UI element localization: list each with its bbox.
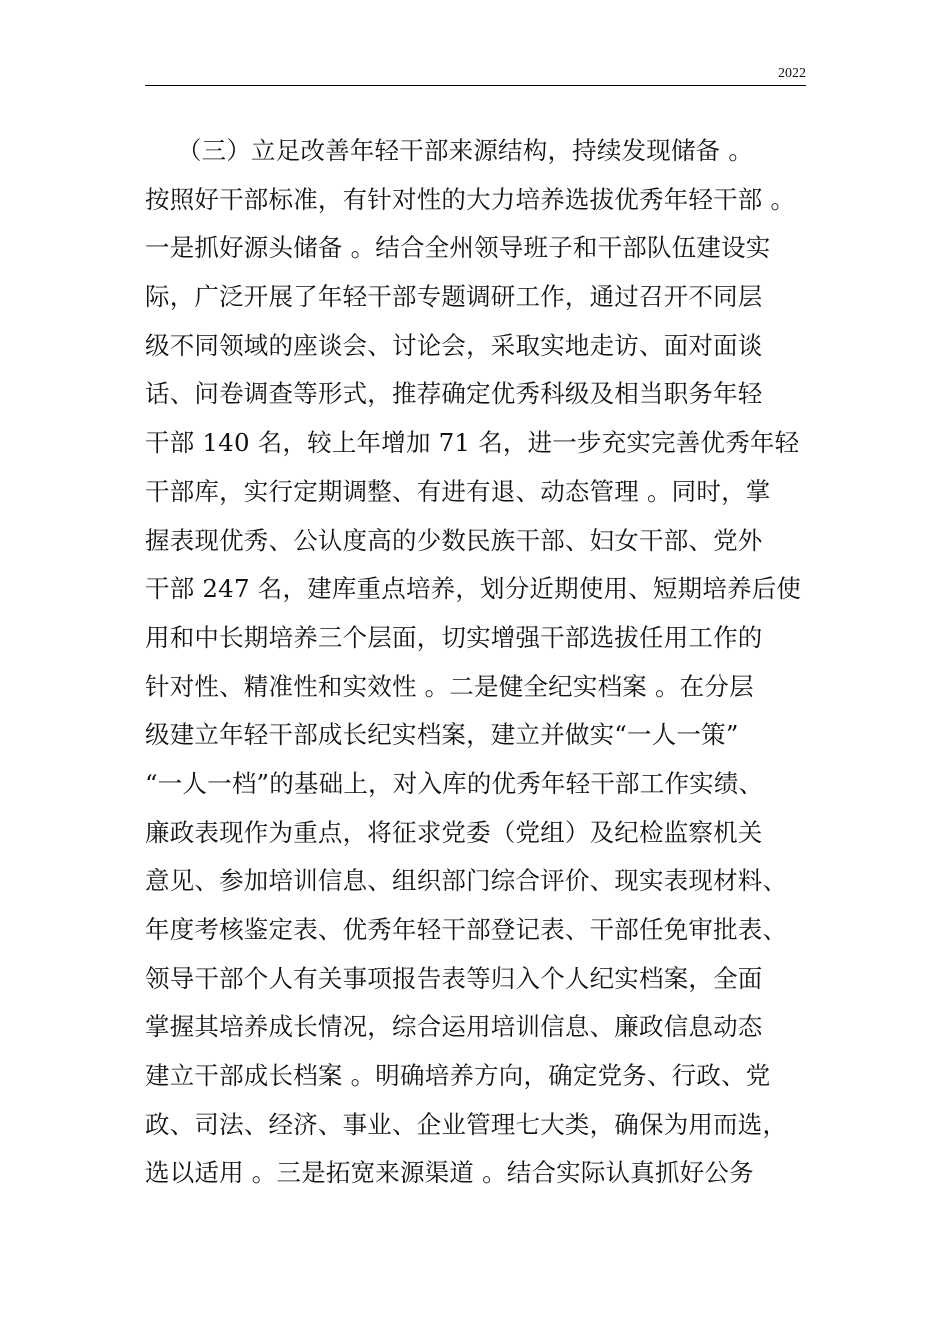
text-line: 握表现优秀、公认度高的少数民族干部、妇女干部、党外 xyxy=(145,525,763,555)
text-line: 用和中长期培养三个层面，切实增强干部选拔任用工作的 xyxy=(145,622,763,652)
text-line: 选以适用 。三是拓宽来源渠道 。结合实际认真抓好公务 xyxy=(145,1158,754,1188)
text-line: “一人一档”的基础上，对入库的优秀年轻干部工作实绩、 xyxy=(145,768,764,798)
text-line: 针对性、精准性和实效性 。二是健全纪实档案 。在分层 xyxy=(145,671,754,701)
text-line: 廉政表现作为重点，将征求党委（党组）及纪检监察机关 xyxy=(145,817,763,847)
header-year: 2022 xyxy=(778,66,806,81)
text-line: 级不同领域的座谈会、讨论会，采取实地走访、面对面谈 xyxy=(145,330,763,360)
page-header xyxy=(145,58,806,88)
text-line: 政、司法、经济、事业、企业管理七大类，确保为用而选， xyxy=(145,1109,788,1139)
text-line: 一是抓好源头储备 。结合全州领导班子和干部队伍建设实 xyxy=(145,233,771,263)
body-text xyxy=(145,127,806,1198)
text-line: 话、问卷调查等形式，推荐确定优秀科级及相当职务年轻 xyxy=(145,379,763,409)
text-line: 际，广泛开展了年轻干部专题调研工作，通过召开不同层 xyxy=(145,282,763,312)
text-line: 建立干部成长档案 。明确培养方向，确定党务、行政、党 xyxy=(145,1061,771,1091)
text-line: 干部 247 名，建库重点培养，划分近期使用、短期培养后使 xyxy=(145,574,802,604)
text-line: 年度考核鉴定表、优秀年轻干部登记表、干部任免审批表、 xyxy=(145,915,788,944)
text-line: 领导干部个人有关事项报告表等归入个人纪实档案，全面 xyxy=(145,963,763,993)
text-line: 干部库，实行定期调整、有进有退、动态管理 。同时，掌 xyxy=(145,476,771,506)
header-rule xyxy=(145,85,806,86)
text-line: 意见、参加培训信息、组织部门综合评价、现实表现材料、 xyxy=(145,866,788,896)
text-line: （三）立足改善年轻干部来源结构，持续发现储备 。 xyxy=(145,136,754,165)
text-line: 级建立年轻干部成长纪实档案，建立并做实“一人一策” xyxy=(145,720,739,750)
text-line: 掌握其培养成长情况，综合运用培训信息、廉政信息动态 xyxy=(145,1012,763,1042)
text-line: 按照好干部标准，有针对性的大力培养选拔优秀年轻干部 。 xyxy=(145,184,796,214)
text-line: 干部 140 名，较上年增加 71 名，进一步充实完善优秀年轻 xyxy=(145,428,800,458)
